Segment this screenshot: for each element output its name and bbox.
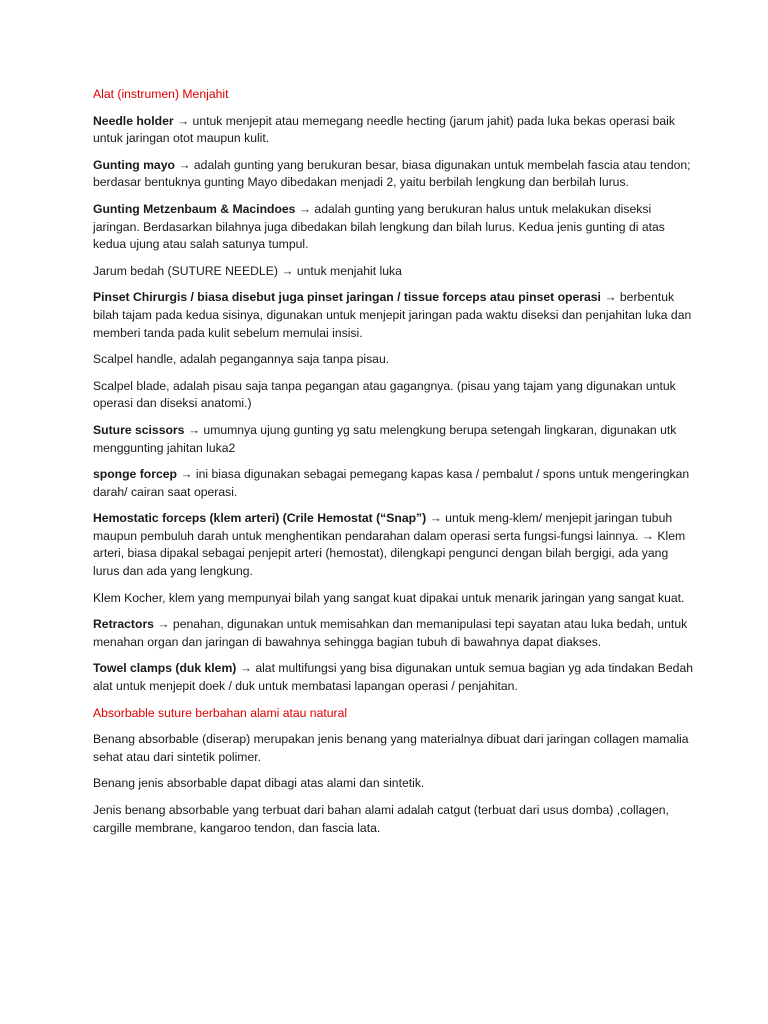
entry-klem-kocher (93, 590, 698, 608)
entry-term: Gunting mayo (93, 157, 175, 172)
entry-term: Pinset Chirurgis / biasa disebut juga pinset jaringan / tissue forceps atau pinset operasi (93, 290, 601, 305)
entry-retractors (93, 616, 698, 651)
entry-text: Klem Kocher, klem yang mempunyai bilah yang sangat kuat dipakai untuk menarik jaringan yang sangat kuat. (93, 590, 685, 605)
entry-text: → adalah gunting yang berukuran besar, biasa digunakan untuk membelah fascia atau tendon; berdasar bentuknya gunting Mayo dibedakan menjadi 2, yaitu berbilah lengkung dan berbilah lurus. (93, 157, 691, 190)
entry-text: Scalpel handle, adalah pegangannya saja tanpa pisau. (93, 352, 390, 367)
entry-suture-scissors (93, 422, 698, 457)
entries-list (93, 113, 698, 696)
entry-term: Gunting Metzenbaum & Macindoes (93, 201, 296, 216)
entry-pinset-chirurgis (93, 289, 698, 342)
entry-text: → untuk meng-klem/ menjepit jaringan tubuh maupun pembuluh darah untuk menghentikan pendarahan dalam operasi serta fungsi-fungsi lainnya. → Klem arteri, biasa dipakal sebagai penjepit arteri (hemostat), dilengkapi pengunci dengan bilah bergigi, ada yang lurus dan ada yang lengkung. (93, 511, 686, 579)
paragraph-absorbable-definition: Benang absorbable (diserap) merupakan jenis benang yang materialnya dibuat dari jaringan collagen mamalia sehat atau dari sintetik polimer. (93, 732, 689, 764)
entry-text: → adalah gunting yang berukuran halus untuk melakukan diseksi jaringan. Berdasarkan bilahnya juga dibedakan bilah lengkung dan bilah lurus. Kedua jenis gunting di atas kedua ujung atau salah satunya tumpul. (93, 201, 665, 252)
entry-scalpel-handle (93, 351, 698, 369)
paragraph-absorbable-natural: Jenis benang absorbable yang terbuat dari bahan alami adalah catgut (terbuat dari usus domba) ,collagen, cargille membrane, kangaroo tendon, dan fascia lata. (93, 803, 669, 835)
entry-towel-clamps (93, 660, 698, 695)
entry-term: Needle holder (93, 113, 174, 128)
entry-term: Towel clamps (duk klem) (93, 661, 237, 676)
entry-text: Scalpel blade, adalah pisau saja tanpa pegangan atau gagangnya. (pisau yang tajam yang digunakan untuk operasi dan diseksi anatomi.) (93, 378, 676, 411)
entry-gunting-mayo (93, 157, 698, 192)
section-heading-absorbable: Absorbable suture berbahan alami atau natural (93, 705, 348, 720)
entry-term: Suture scissors (93, 422, 185, 437)
entry-text: → penahan, digunakan untuk memisahkan dan memanipulasi tepi sayatan atau luka bedah, untuk menahan organ dan jaringan di bawahnya sehingga bagian tubuh di bawahnya dapat diakses. (93, 617, 688, 649)
entry-needle-holder (93, 113, 698, 148)
paragraph-absorbable-types: Benang jenis absorbable dapat dibagi atas alami dan sintetik. (93, 776, 425, 791)
entry-scalpel-blade (93, 378, 698, 413)
entry-hemostatic-forceps (93, 510, 698, 580)
entry-text: → alat multifungsi yang bisa digunakan untuk semua bagian yg ada tindakan Bedah alat untuk menjepit doek / duk untuk membatasi lapangan operasi / penjahitan. (93, 661, 694, 694)
entry-term: Retractors (93, 617, 154, 632)
entry-text: → berbentuk bilah tajam pada kedua sisinya, digunakan untuk menjepit jaringan pada waktu diseksi dan penjahitan luka dan memberi tanda pada kulit sebelum memulai insisi. (93, 290, 692, 340)
entry-jarum-bedah (93, 263, 698, 281)
entry-term: sponge forcep (93, 467, 177, 482)
entry-text: → untuk menjepit atau memegang needle hecting (jarum jahit) pada luka bekas operasi baik untuk jaringan otot maupun kulit. (93, 113, 675, 146)
entry-term: Hemostatic forceps (klem arteri) (Crile Hemostat (“Snap”) (93, 511, 427, 526)
entry-text: → umumnya ujung gunting yg satu melengkung berupa setengah lingkaran, digunakan utk menggunting jahitan luka2 (93, 422, 677, 455)
entry-text: Jarum bedah (SUTURE NEEDLE) → untuk menjahit luka (93, 263, 402, 278)
entry-text: → ini biasa digunakan sebagai pemegang kapas kasa / pembalut / spons untuk mengeringkan darah/ cairan saat operasi. (93, 467, 690, 499)
entry-sponge-forcep (93, 466, 698, 501)
section-heading-instruments: Alat (instrumen) Menjahit (93, 87, 229, 101)
entry-gunting-metzenbaum (93, 201, 698, 254)
